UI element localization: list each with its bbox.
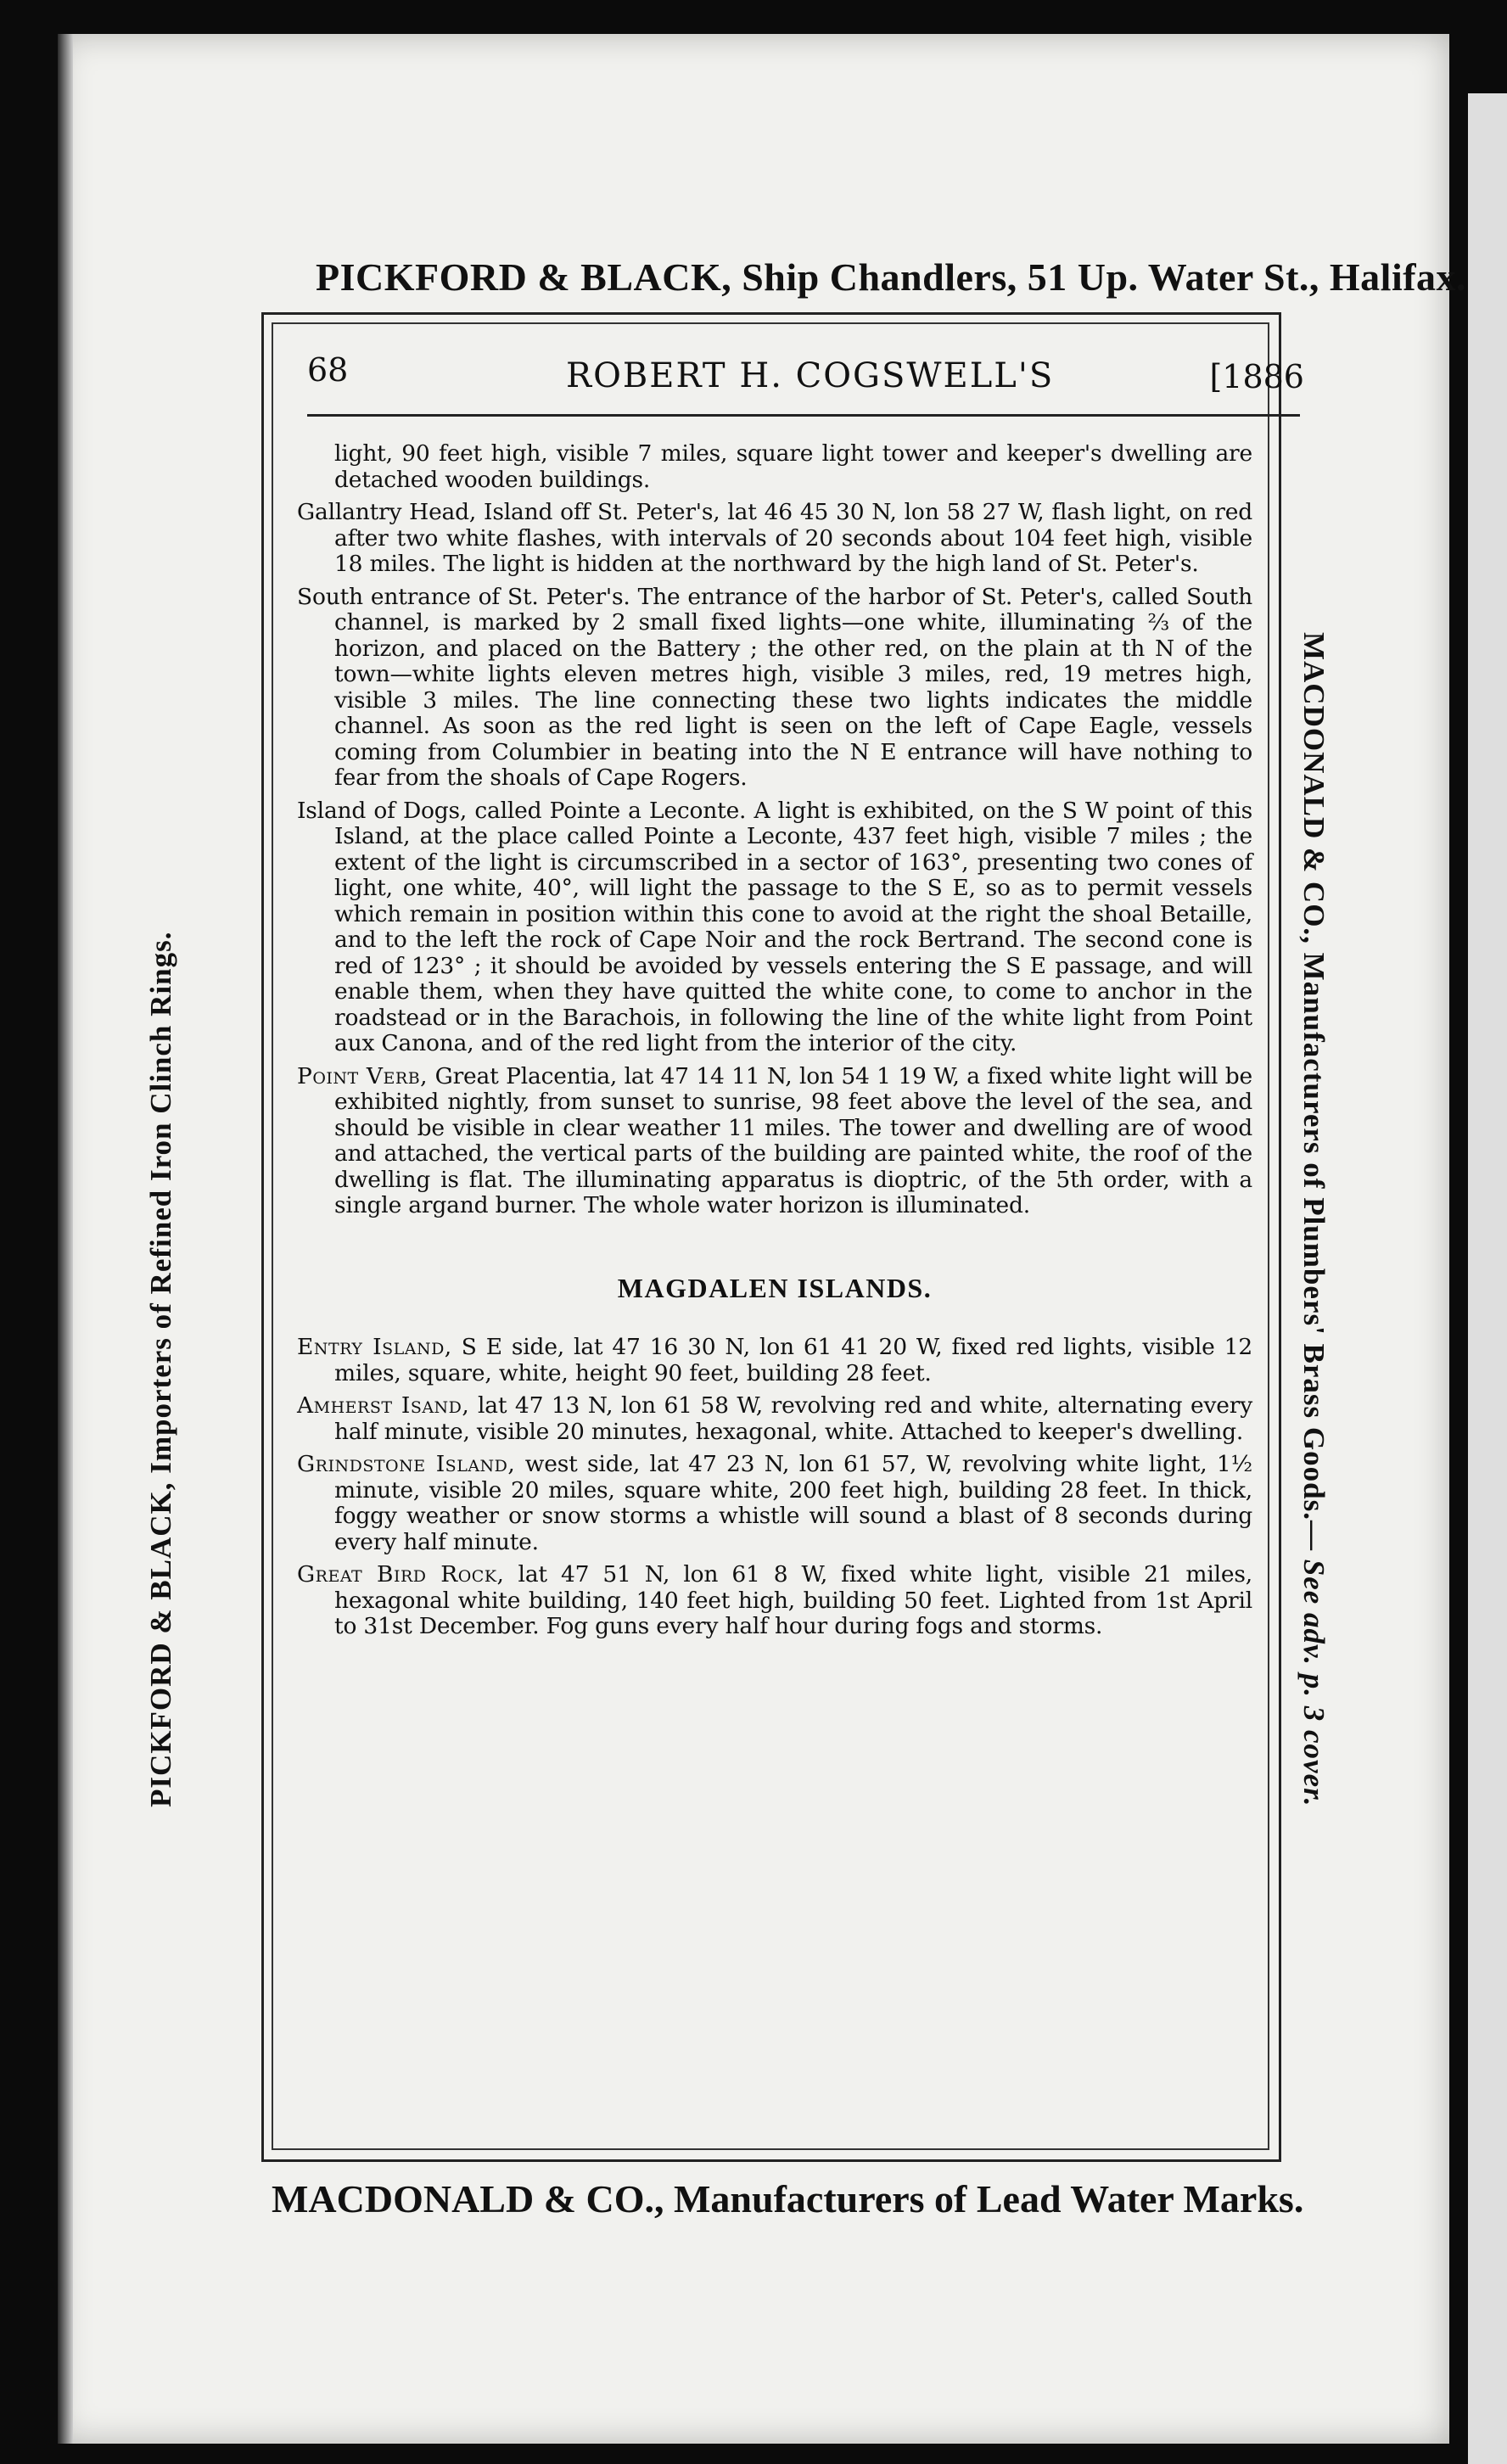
entry-lead: Entry Island, (297, 1334, 452, 1360)
page-number: 68 (307, 351, 349, 389)
entry-lead: Grindstone Island, (297, 1451, 516, 1477)
running-head (307, 343, 1304, 411)
entry-lead: Amherst Isand, (297, 1392, 470, 1419)
lighthouse-entry (297, 500, 1252, 578)
section-heading: MAGDALEN ISLANDS. (617, 1272, 933, 1303)
entry-text: lat 47 13 N, lon 61 58 W, revolving red and white, alternating every half minute, visible 20 minutes, hexagonal, white. Attached to keeper's dwelling. (334, 1392, 1253, 1445)
entry-text: west side, lat 47 23 N, lon 61 57, W, revolving white light, 1½ minute, visible 20 miles, square white, 200 feet high, building 28 feet. In thick, foggy weather or snow storms a whistle will sound a blast of 8 seconds during every half minute. (334, 1451, 1252, 1555)
right-margin-advertisement-reference: See adv. p. 3 cover. (1297, 1559, 1331, 1807)
entry-text: A light is exhibited, on the S W point of this Island, at the place called Pointe a Leconte, 437 feet high, visible 7 miles ; the extent of the light is circumscribed in a sector of 163°, presenting two cones of light, one white, 40°, will light the passage to the S E, so as to permit vessels which remain in position within this cone to avoid at the right the shoal Betaille, and to the left the rock of Cape Noir and the rock Bertrand. The second cone is red of 123° ; it should be avoided by vessels entering the S E passage, and will enable them, when they have quitted the white cone, to come to anchor in the roadstead or in the Barachois, in following the line of the white light from Point aux Canona, and of the red light from the interior of the city. (334, 797, 1252, 1056)
lighthouse-entry (297, 1393, 1252, 1445)
entry-lead: Gallantry Head, (297, 499, 477, 525)
entry-lead: Great Bird Rock, (297, 1561, 505, 1588)
entry-lead: Island of Dogs, called Pointe a Leconte. (297, 797, 747, 824)
entry-text: lat 47 51 N, lon 61 8 W, fixed white light, visible 21 miles, hexagonal white building, 140 feet high, building 50 feet. Lighted from 1st April to 31st December. Fog guns every half hour during fogs and storms. (334, 1561, 1252, 1639)
entry-text: S E side, lat 47 16 30 N, lon 61 41 20 W, fixed red lights, visible 12 miles, square, white, height 90 feet, building 28 feet. (334, 1334, 1252, 1386)
entry-text: light, 90 feet high, visible 7 miles, square light tower and keeper's dwelling are detached wooden buildings. (334, 440, 1252, 493)
lighthouse-entry (297, 441, 1252, 493)
lighthouse-entry (297, 1335, 1252, 1386)
lighthouse-entry (297, 1064, 1252, 1219)
left-margin-advertisement: PICKFORD & BLACK, Importers of Refined Iron Clinch Rings. (144, 931, 177, 1807)
entry-text: The entrance of the harbor of St. Peter's, called South channel, is marked by 2 small fixed lights—one white, illuminating ⅔ of the horizon, and placed on the Battery ; the other red, on the plain at th N of the town—white lights eleven metres high, visible 3 miles, red, 19 metres high, visible 3 miles. The line connecting these two lights indicates the middle channel. As soon as the red light is seen on the left of Cape Eagle, vessels coming from Columbier in beating into the N E entrance will have nothing to fear from the shoals of Cape Rogers. (334, 583, 1252, 791)
header-advertisement: PICKFORD & BLACK, Ship Chandlers, 51 Up. Water St., Halifax. (316, 255, 1467, 299)
entry-text: Great Placentia, lat 47 14 11 N, lon 54 1 19 W, a fixed white light will be exhibited nightly, from sunset to sunrise, 98 feet above the level of the sea, and should be visible in clear weather 11 miles. The tower and dwelling are of wood and attached, the vertical parts of the building are painted white, the roof of the dwelling is flat. The illuminating apparatus is dioptric, of the 5th order, with a single argand burner. The whole water horizon is illuminated. (334, 1062, 1252, 1218)
entry-lead: South entrance of St. Peter's. (297, 583, 630, 610)
page-body (297, 441, 1252, 1647)
lighthouse-entry (297, 585, 1252, 792)
lighthouse-entry (297, 798, 1252, 1057)
header-rule (307, 414, 1300, 417)
lighthouse-entry (297, 1562, 1252, 1640)
entry-lead: Point Verb, (297, 1062, 429, 1089)
entry-text: Island off St. Peter's, lat 46 45 30 N, lon 58 27 W, flash light, on red after two white flashes, with intervals of 20 seconds about 104 feet high, visible 18 miles. The light is hidden at the northward by the high land of St. Peter's. (334, 499, 1252, 577)
right-margin-advertisement-main: MACDONALD & CO., Manufacturers of Plumbers' Brass Goods.— (1297, 632, 1331, 1551)
running-title: ROBERT H. COGSWELL'S (566, 356, 1055, 395)
lighthouse-entry (297, 1452, 1252, 1555)
right-margin-advertisement (1297, 632, 1331, 1807)
page-gutter-shadow (58, 34, 73, 2444)
running-year: [1886 (1209, 358, 1304, 395)
adjacent-page-edge (1468, 93, 1507, 2464)
footer-advertisement: MACDONALD & CO., Manufacturers of Lead Water Marks. (272, 2177, 1304, 2220)
